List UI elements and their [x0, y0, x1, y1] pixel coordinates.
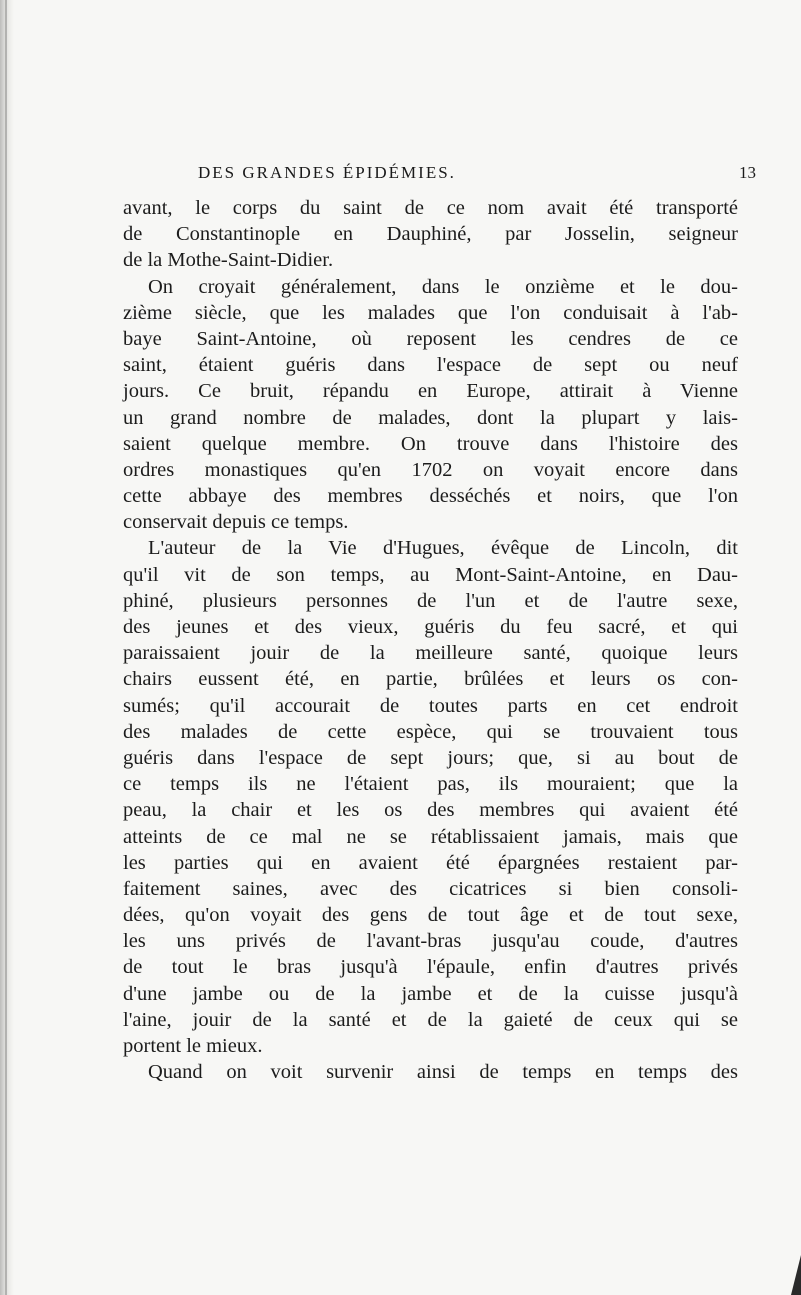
text-line: de la Mothe-Saint-Didier.: [123, 249, 334, 272]
text-line: saint, étaient guéris dans l'espace de sept ou neuf: [123, 354, 738, 377]
text-line: ordres monastiques qu'en 1702 on voyait encore dans: [123, 458, 738, 481]
text-line: d'une jambe ou de la jambe et de la cuisse jusqu'à: [123, 982, 738, 1005]
text-line: l'aine, jouir de la santé et de la gaieté de ceux qui se: [123, 1008, 738, 1031]
text-line: chairs eussent été, en partie, brûlées et leurs os con-: [123, 668, 738, 691]
text-line: peau, la chair et les os des membres qui avaient été: [123, 799, 738, 822]
text-line: des jeunes et des vieux, guéris du feu sacré, et qui: [123, 616, 738, 638]
text-line: des malades de cette espèce, qui se trouvaient tous: [123, 720, 738, 743]
running-title: DES GRANDES ÉPIDÉMIES.: [198, 163, 456, 182]
body-text: [123, 195, 738, 1085]
page-number: 13: [739, 163, 756, 182]
text-line: ce temps ils ne l'étaient pas, ils mouraient; que la: [123, 773, 738, 796]
text-line: qu'il vit de son temps, au Mont-Saint-Antoine, en Dau-: [123, 563, 738, 586]
text-line: zième siècle, que les malades que l'on conduisait à l'ab-: [123, 301, 738, 324]
text-line: les parties qui en avaient été épargnées restaient par-: [123, 851, 738, 874]
text-line: de tout le bras jusqu'à l'épaule, enfin d'autres privés: [123, 956, 738, 979]
text-line: de Constantinople en Dauphiné, par Josselin, seigneur: [123, 223, 738, 246]
text-line: jours. Ce bruit, répandu en Europe, attirait à Vienne: [123, 380, 738, 403]
text-line: cette abbaye des membres desséchés et noirs, que l'on: [123, 485, 738, 508]
text-line: saient quelque membre. On trouve dans l'histoire des: [123, 432, 738, 455]
text-line: On croyait généralement, dans le onzième et le dou-: [148, 275, 738, 298]
text-line: phiné, plusieurs personnes de l'un et de l'autre sexe,: [123, 589, 738, 612]
text-line: guéris dans l'espace de sept jours; que, si au bout de: [123, 746, 738, 769]
scan-corner-mark: [791, 1255, 801, 1295]
text-line: portent le mieux.: [123, 1035, 263, 1057]
text-line: L'auteur de la Vie d'Hugues, évêque de Lincoln, dit: [148, 537, 738, 560]
text-line: un grand nombre de malades, dont la plupart y lais-: [123, 406, 738, 429]
binding-shadow-line: [5, 0, 7, 1295]
text-line: faitement saines, avec des cicatrices si bien consoli-: [123, 877, 738, 900]
text-line: conservait depuis ce temps.: [123, 511, 349, 534]
text-line: atteints de ce mal ne se rétablissaient jamais, mais que: [123, 825, 738, 848]
text-line: baye Saint-Antoine, où reposent les cendres de ce: [123, 327, 738, 350]
text-line: Quand on voit survenir ainsi de temps en temps des: [148, 1061, 738, 1084]
binding-edge: [0, 0, 14, 1295]
text-line: sumés; qu'il accourait de toutes parts en cet endroit: [123, 694, 738, 717]
text-line: avant, le corps du saint de ce nom avait été transporté: [123, 197, 738, 219]
text-line: dées, qu'on voyait des gens de tout âge et de tout sexe,: [123, 904, 738, 927]
text-line: les uns privés de l'avant-bras jusqu'au coude, d'autres: [123, 930, 738, 953]
text-line: paraissaient jouir de la meilleure santé, quoique leurs: [123, 642, 738, 665]
